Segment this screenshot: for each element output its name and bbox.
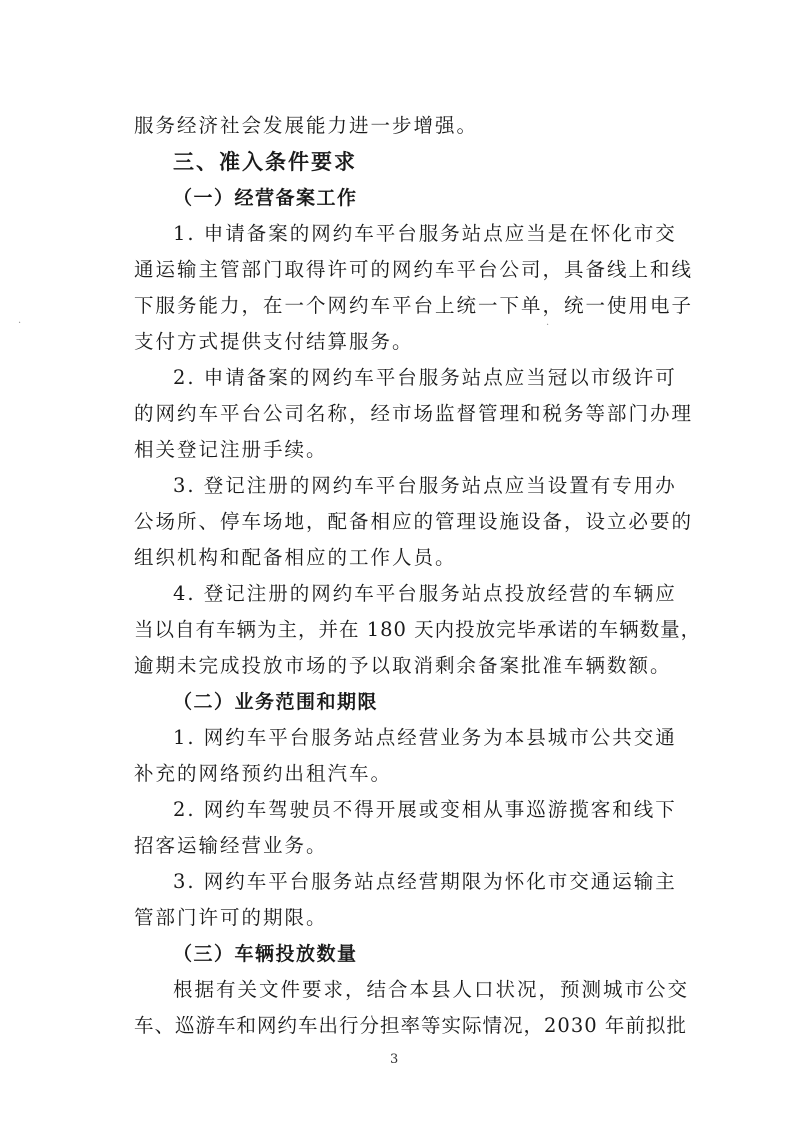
scan-speck: · — [18, 318, 22, 329]
paragraph-line: 管部门许可的期限。 — [134, 906, 328, 929]
paragraph-line: 支付方式提供支付结算服务。 — [134, 330, 414, 353]
paragraph-line: 1. 网约车平台服务站点经营业务为本县城市公共交通 — [173, 726, 677, 749]
paragraph-line: 通运输主管部门取得许可的网约车平台公司，具备线上和线 — [134, 258, 694, 281]
paragraph-line: 当以自有车辆为主，并在 180 天内投放完毕承诺的车辆数量， — [134, 618, 702, 641]
subsection-heading: （二）业务范围和期限 — [173, 691, 379, 713]
paragraph-line: 服务经济社会发展能力进一步增强。 — [134, 114, 479, 137]
paragraph-line: 组织机构和配备相应的工作人员。 — [134, 546, 457, 569]
paragraph-line: 3. 网约车平台服务站点经营期限为怀化市交通运输主 — [173, 870, 677, 893]
paragraph-line: 1. 申请备案的网约车平台服务站点应当是在怀化市交 — [173, 222, 677, 245]
paragraph-line: 的网约车平台公司名称，经市场监督管理和税务等部门办理 — [134, 402, 694, 425]
paragraph-line: 逾期未完成投放市场的予以取消剩余备案批准车辆数额。 — [134, 654, 672, 677]
paragraph-line: 2. 网约车驾驶员不得开展或变相从事巡游揽客和线下 — [173, 798, 677, 821]
paragraph-line: 根据有关文件要求，结合本县人口状况，预测城市公交 — [173, 978, 690, 1001]
paragraph-line: 车、巡游车和网约车出行分担率等实际情况，2030 年前拟批 — [134, 1014, 687, 1037]
subsection-heading: （三）车辆投放数量 — [173, 943, 358, 965]
paragraph-line: 4. 登记注册的网约车平台服务站点投放经营的车辆应 — [173, 582, 677, 605]
scan-speck: · — [546, 320, 550, 331]
paragraph-line: 下服务能力，在一个网约车平台上统一下单，统一使用电子 — [134, 294, 694, 317]
section-heading: 三、准入条件要求 — [173, 150, 357, 174]
page-number: 3 — [390, 1052, 399, 1067]
subsection-heading: （一）经营备案工作 — [173, 187, 358, 209]
paragraph-line: 相关登记注册手续。 — [134, 438, 328, 461]
paragraph-line: 补充的网络预约出租汽车。 — [134, 762, 393, 785]
paragraph-line: 公场所、停车场地，配备相应的管理设施设备，设立必要的 — [134, 510, 694, 533]
paragraph-line: 招客运输经营业务。 — [134, 834, 328, 857]
paragraph-line: 2. 申请备案的网约车平台服务站点应当冠以市级许可 — [173, 366, 677, 389]
paragraph-line: 3. 登记注册的网约车平台服务站点应当设置有专用办 — [173, 474, 677, 497]
